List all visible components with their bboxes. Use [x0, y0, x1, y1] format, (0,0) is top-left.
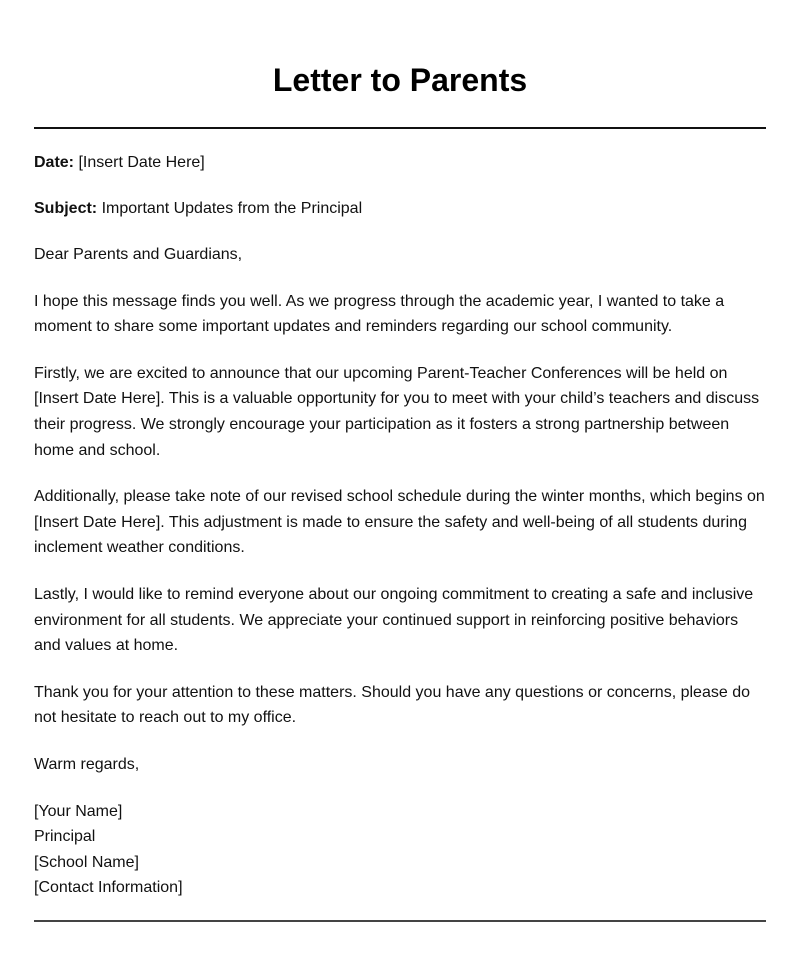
paragraph-thanks: Thank you for your attention to these matters. Should you have any questions or concerns, please do not hesitate to reach out to my office.: [34, 683, 750, 727]
signature-block: [34, 799, 766, 901]
date-line: [34, 151, 766, 175]
subject-label: Subject:: [34, 200, 98, 217]
date-value: [Insert Date Here]: [74, 154, 205, 171]
signature-name: [Your Name]: [34, 802, 123, 820]
greeting: Dear Parents and Guardians,: [34, 246, 243, 263]
paragraph-conferences: Firstly, we are excited to announce that our upcoming Parent-Teacher Conferences will be held on [Insert Date Here]. This is a valuable opportunity for you to meet with your child’s teachers and discuss their progress. We strongly encourage your participation as it fosters a strong partnership between home and school.: [34, 364, 760, 459]
closing: Warm regards,: [34, 755, 140, 773]
signature-school: [School Name]: [34, 853, 139, 871]
paragraph-commitment: Lastly, I would like to remind everyone about our ongoing commitment to creating a safe and inclusive environment for all students. We appreciate your continued support in reinforcing positive behaviors and values at home.: [34, 585, 754, 655]
paragraph-schedule: Additionally, please take note of our revised school schedule during the winter months, which begins on [Insert Date Here]. This adjustment is made to ensure the safety and well-being of all students during inclement weather conditions.: [34, 488, 765, 557]
bottom-divider: [34, 920, 766, 922]
signature-role: Principal: [34, 828, 96, 846]
subject-value: Important Updates from the Principal: [97, 200, 363, 217]
top-divider: [34, 127, 766, 129]
letter-page: [34, 0, 766, 922]
letter-title: Letter to Parents: [272, 62, 528, 98]
date-label: Date:: [34, 154, 75, 171]
signature-contact: [Contact Information]: [34, 879, 183, 897]
subject-line: [34, 197, 766, 221]
paragraph-intro: I hope this message finds you well. As we progress through the academic year, I wanted to take a moment to share some important updates and reminders regarding our school community.: [34, 292, 725, 336]
